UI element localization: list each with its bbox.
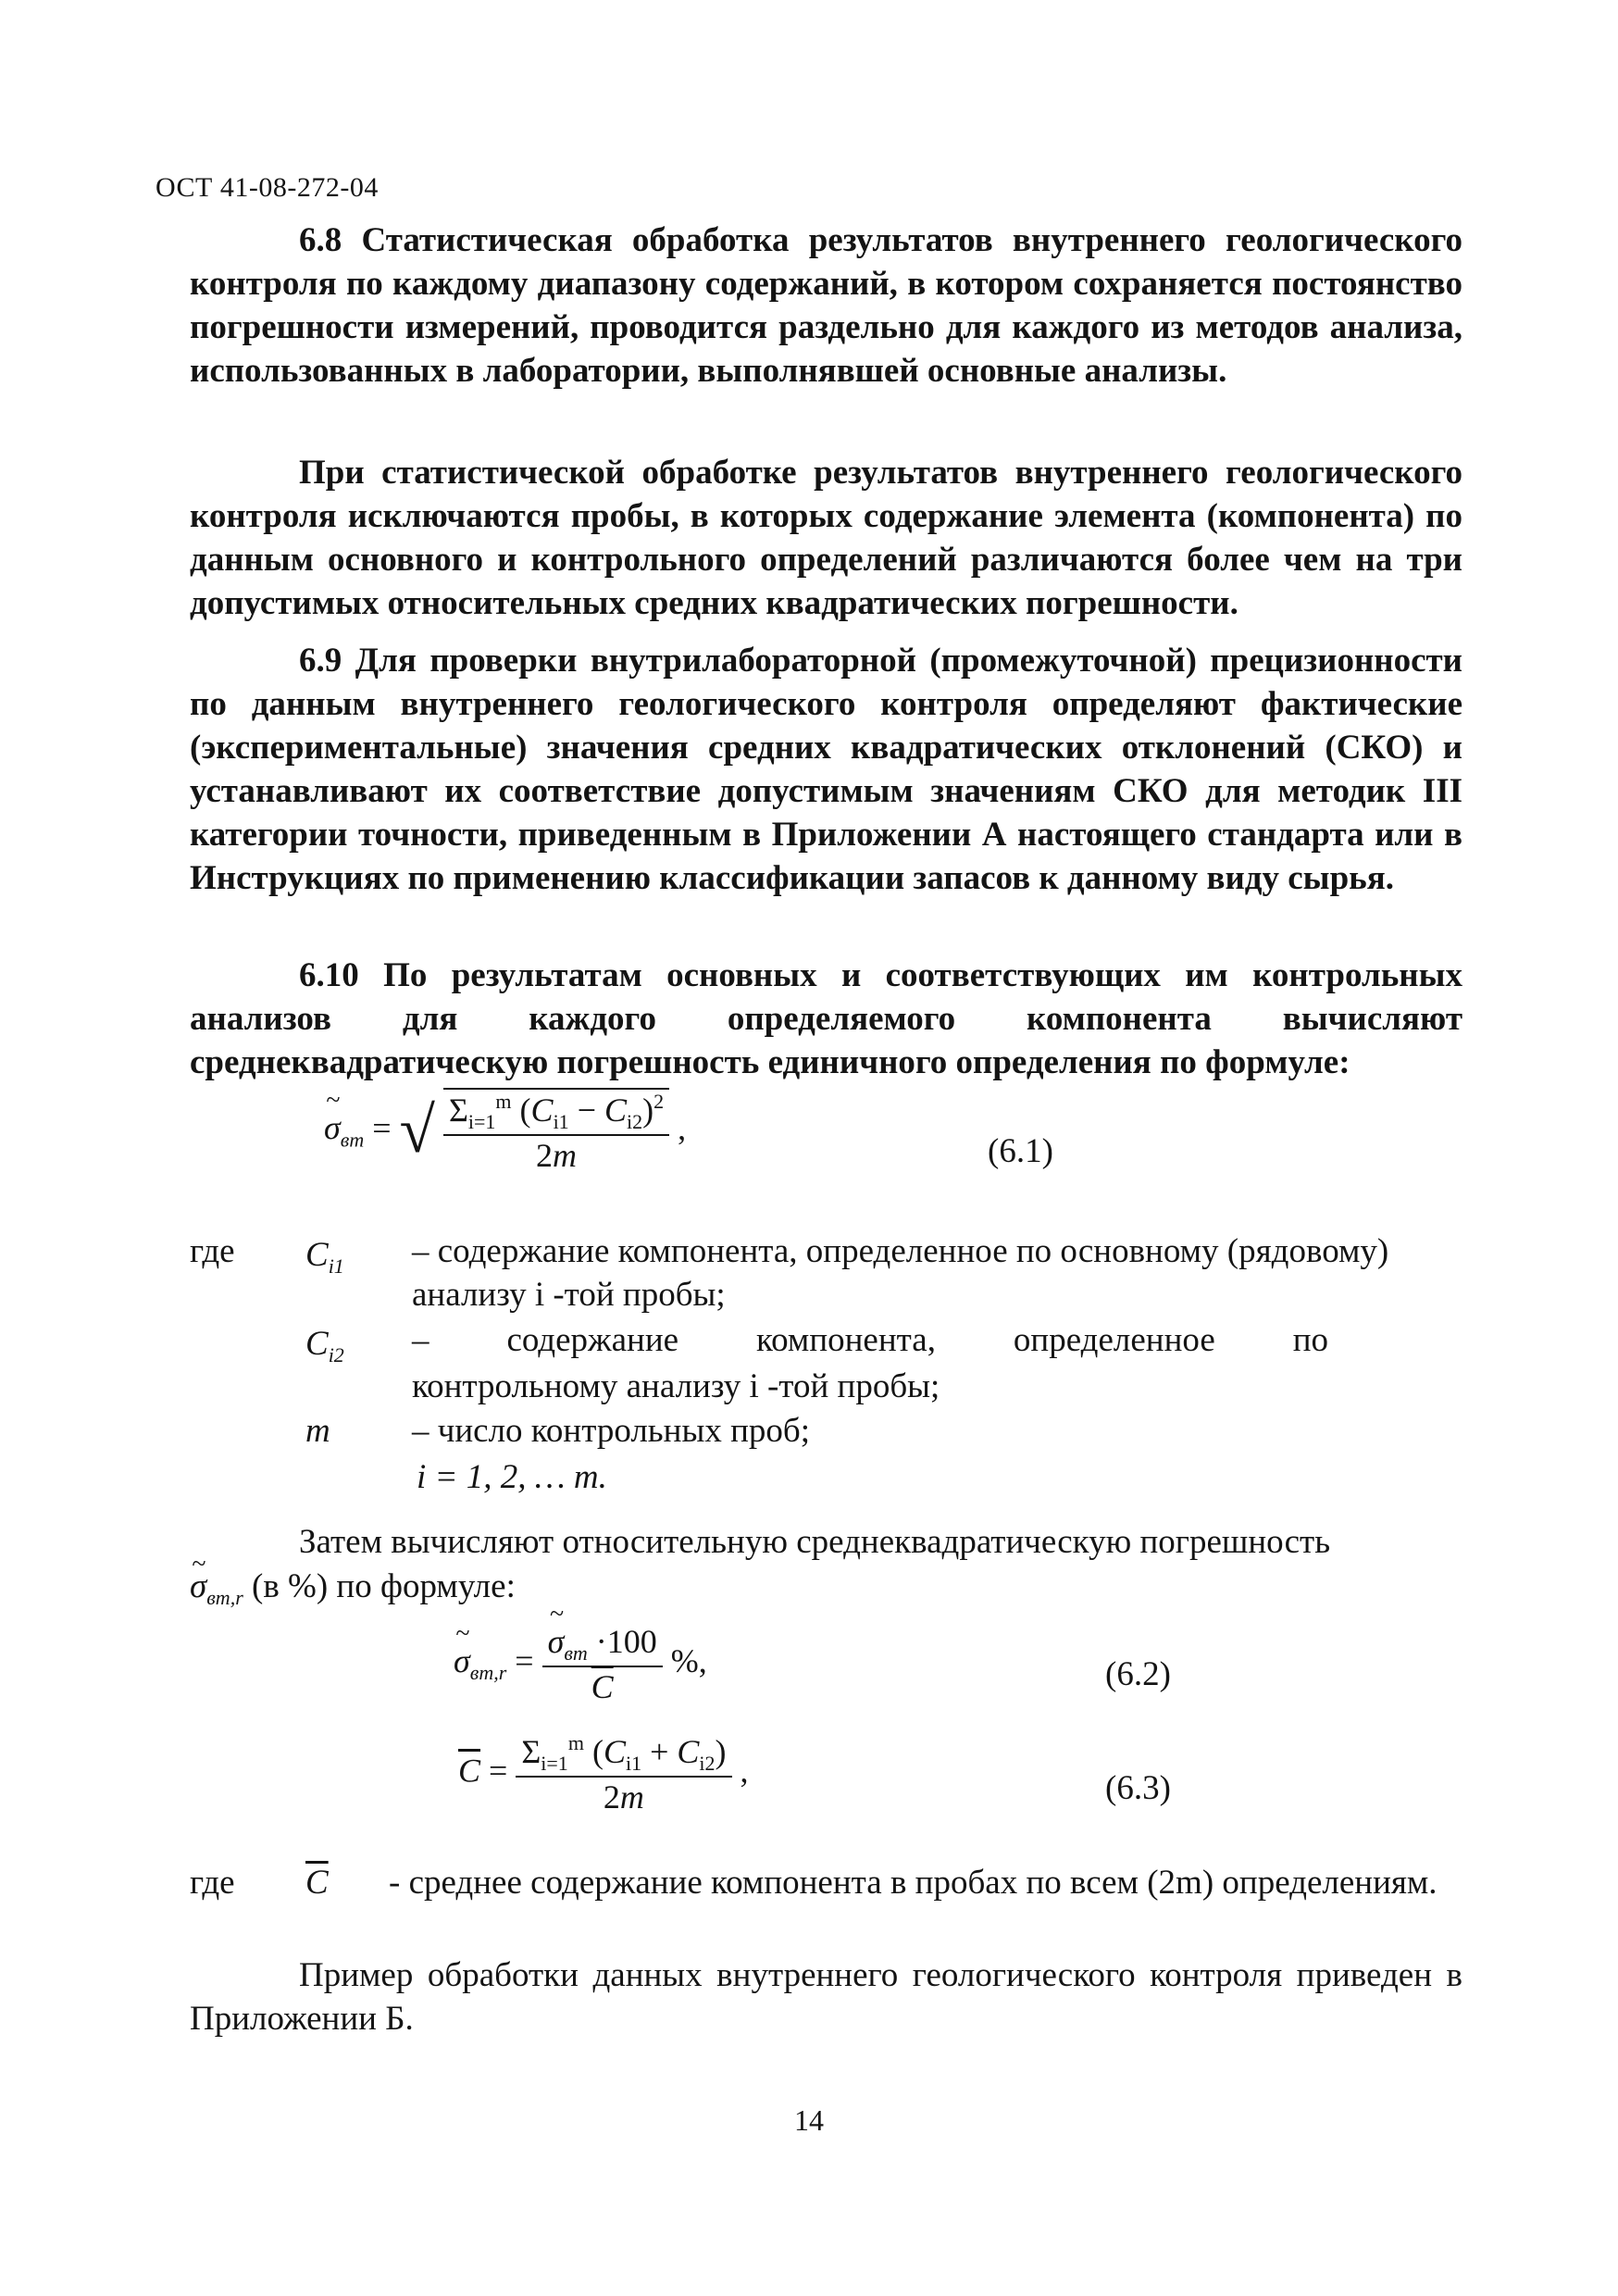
paragraph-relative-line2: ~ $\sigma_{вm,r}$ (в %) по формуле: (190, 1565, 516, 1619)
formula-6-3: $\overline{C}$ = $\frac{\Sigma_{i=1}^m (C_{i1} + C_{i2})}{2m}$ , (458, 1731, 749, 1816)
formula-6-1: ~ $\sigma_{вm}$ = √ $\frac{\Sigma_{i=1}^m (C_{i1} - C_{i2})^2}{2m}$ , (324, 1088, 686, 1175)
definition-ci2-line2: контрольному анализу i -той пробы; (412, 1367, 940, 1405)
document-code: ОСТ 41-08-272-04 (156, 172, 379, 203)
equation-number-6-2: (6.2) (1105, 1655, 1171, 1693)
definition-ci1: – содержание компонента, определенное по основному (рядовому) анализу i -той пробы; (412, 1232, 1389, 1314)
equation-number-6-1: (6.1) (988, 1132, 1053, 1170)
paragraph-6-9: 6.9 Для проверки внутрилабораторной (промежуточной) прецизионности по данным внутреннего геологического контроля определяют фактические (экспериментальные) значения средних квадратических отклонений (СКО) и устанавливают их соответствие допустимым значениям СКО для методик III категории точности, приведенным в Приложении А настоящего стандарта или в Инструкциях по применению классификации запасов к данному виду сырья. (190, 642, 1462, 897)
paragraph-6-10: 6.10 По результатам основных и соответствующих им контрольных анализов для каждого определяемого компонента вычисляют среднеквадратическую погрешность единичного определения по формуле: (190, 956, 1462, 1081)
index-range: i = 1, 2, … m. (417, 1458, 607, 1496)
symbol-m: m (305, 1412, 330, 1450)
paragraph-example: Пример обработки данных внутреннего геологического контроля приведен в Приложении Б. (190, 1956, 1462, 2038)
paragraph-relative-text: Затем вычисляют относительную среднеквадратическую погрешность (299, 1523, 1331, 1561)
paragraph-6-8: 6.8 Статистическая обработка результатов внутреннего геологического контроля по каждому диапазону содержаний, в котором сохраняется постоянство погрешности измерений, проводится раздельно для каждого из методов анализа, использованных в лаборатории, выполнявшей основные анализы. (190, 221, 1462, 390)
symbol-ci1: $C_{i1}$ (305, 1236, 344, 1278)
where-label-1: где (190, 1232, 235, 1270)
paragraph-relative (190, 1520, 1462, 1564)
page-number: 14 (794, 2103, 824, 2137)
definition-ci2-line1: – содержание компонента, определенное по (412, 1321, 1328, 1359)
definition-m: – число контрольных проб; (412, 1412, 810, 1450)
symbol-c-mean: $\overline{C}$ (305, 1864, 329, 1902)
where-label-2: где (190, 1864, 235, 1902)
sigma-symbol-inline: ~ σ (190, 1565, 206, 1608)
equation-number-6-3: (6.3) (1105, 1769, 1171, 1807)
paragraph-exclusion: При статистической обработке результатов внутреннего геологического контроля исключаются пробы, в которых содержание элемента (компонента) по данным основного и контрольного определений различаются более чем на три допустимых относительных средних квадратических погрешности. (190, 454, 1462, 622)
symbol-ci2: $C_{i2}$ (305, 1325, 344, 1366)
formula-6-2: ~ $\sigma_{вm,r}$ = ~ $\frac{\sigma_{вm} \cdot 100}{C}$ %, (454, 1622, 707, 1706)
sigma-symbol: ~ σ (324, 1108, 341, 1147)
definition-c-mean: - среднее содержание компонента в пробах по всем (2m) определениям. (389, 1864, 1438, 1902)
